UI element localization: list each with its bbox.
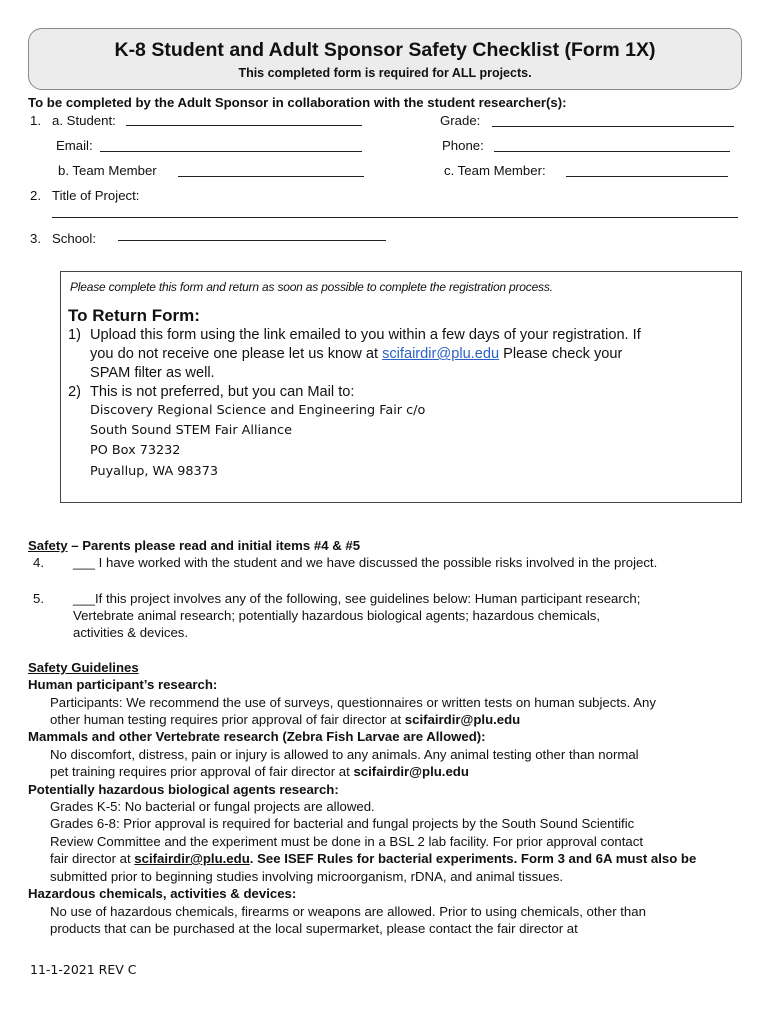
human-research-email: scifairdir@plu.edu [404, 712, 521, 727]
phone-label: Phone: [442, 138, 484, 153]
form-title: K-8 Student and Adult Sponsor Safety Checklist (Form 1X) [114, 39, 656, 61]
item-number-5: 5. [33, 591, 44, 606]
return-item-1-line-3: SPAM filter as well. [90, 365, 215, 381]
mailing-address-line-3: PO Box 73232 [90, 443, 181, 458]
return-heading: To Return Form: [68, 306, 200, 325]
item-number-4: 4. [33, 555, 44, 570]
human-research-heading: Human participant’s research: [28, 677, 218, 692]
return-note: Please complete this form and return as soon as possible to complete the registration process. [70, 280, 553, 294]
team-member-c-field[interactable] [566, 176, 728, 177]
return-item-2: This is not preferred, but you can Mail to: [90, 384, 355, 400]
animal-research-line-2: pet training requires prior approval of fair director at scifairdir@plu.edu [50, 764, 469, 779]
safety-heading: Safety – Parents please read and initial items #4 & #5 [28, 538, 361, 553]
chemicals-heading: Hazardous chemicals, activities & devices: [28, 886, 297, 901]
chemicals-line-1: No use of hazardous chemicals, firearms or weapons are allowed. Prior to using chemicals, other than [50, 904, 646, 919]
bio-agents-line-2: Grades 6-8: Prior approval is required for bacterial and fungal projects by the South Sound Scientific [50, 816, 635, 831]
revision-footer: 11-1-2021 REV C [30, 962, 137, 977]
mailing-address-line-1: Discovery Regional Science and Engineering Fair c/o [90, 403, 426, 418]
email-label: Email: [56, 138, 93, 153]
grade-label: Grade: [440, 113, 481, 128]
project-title-field[interactable] [52, 217, 738, 218]
bio-agents-line-4: fair director at scifairdir@plu.edu. See ISEF Rules for bacterial experiments. Form 3 and 6A must also be [50, 851, 697, 866]
team-member-b-field[interactable] [178, 176, 364, 177]
animal-research-line-1: No discomfort, distress, pain or injury is allowed to any animals. Any animal testing other than normal [50, 747, 639, 762]
return-item-1-line-1: Upload this form using the link emailed to you within a few days of your registration. If [90, 327, 641, 343]
project-title-label: Title of Project: [52, 188, 140, 203]
student-field[interactable] [126, 125, 362, 126]
bio-agents-line-5: submitted prior to beginning studies involving microorganism, rDNA, and animal tissues. [50, 869, 564, 884]
email-field[interactable] [100, 151, 362, 152]
guidelines-heading: Safety Guidelines [28, 660, 139, 675]
school-field[interactable] [118, 240, 386, 241]
animal-research-heading: Mammals and other Vertebrate research (Zebra Fish Larvae are Allowed): [28, 729, 486, 744]
return-item-2-number: 2) [68, 384, 81, 400]
human-research-line-2: other human testing requires prior approval of fair director at scifairdir@plu.edu [50, 712, 521, 727]
human-research-line-1: Participants: We recommend the use of surveys, questionnaires or written tests on human subjects. Any [50, 695, 656, 710]
form-subtitle: This completed form is required for ALL projects. [238, 66, 532, 80]
team-member-c-label: c. Team Member: [444, 163, 546, 178]
school-label: School: [52, 231, 96, 246]
bio-agents-heading: Potentially hazardous biological agents research: [28, 782, 339, 797]
safety-item-4: ___ I have worked with the student and we have discussed the possible risks involved in the project. [73, 555, 658, 570]
bio-agents-line-3: Review Committee and the experiment must be done in a BSL 2 lab facility. For prior approval contact [50, 834, 643, 849]
safety-item-5-line-3: activities & devices. [73, 625, 189, 640]
form-header [28, 28, 742, 90]
chemicals-line-2: products that can be purchased at the local supermarket, please contact the fair director at [50, 921, 578, 936]
student-label: a. Student: [52, 113, 116, 128]
bio-agents-email: scifairdir@plu.edu [134, 851, 250, 866]
animal-research-email: scifairdir@plu.edu [353, 764, 469, 779]
intro-text: To be completed by the Adult Sponsor in collaboration with the student researcher(s): [28, 95, 567, 110]
mailing-address-line-2: South Sound STEM Fair Alliance [90, 423, 292, 438]
item-number-2: 2. [30, 188, 41, 203]
safety-item-5-line-1: ___If this project involves any of the following, see guidelines below: Human participant research; [73, 591, 641, 606]
phone-field[interactable] [494, 151, 730, 152]
team-member-b-label: b. Team Member [58, 163, 157, 178]
contact-email-link[interactable]: scifairdir@plu.edu [382, 346, 500, 362]
safety-item-5-line-2: Vertebrate animal research; potentially hazardous biological agents; hazardous chemicals, [73, 608, 601, 623]
bio-agents-line-1: Grades K-5: No bacterial or fungal projects are allowed. [50, 799, 375, 814]
item-number-3: 3. [30, 231, 41, 246]
grade-field[interactable] [492, 126, 734, 127]
return-item-1-line-2: you do not receive one please let us know at scifairdir@plu.edu Please check your [90, 346, 623, 362]
item-number-1: 1. [30, 113, 41, 128]
return-item-1-number: 1) [68, 327, 81, 343]
mailing-address-line-4: Puyallup, WA 98373 [90, 464, 218, 479]
